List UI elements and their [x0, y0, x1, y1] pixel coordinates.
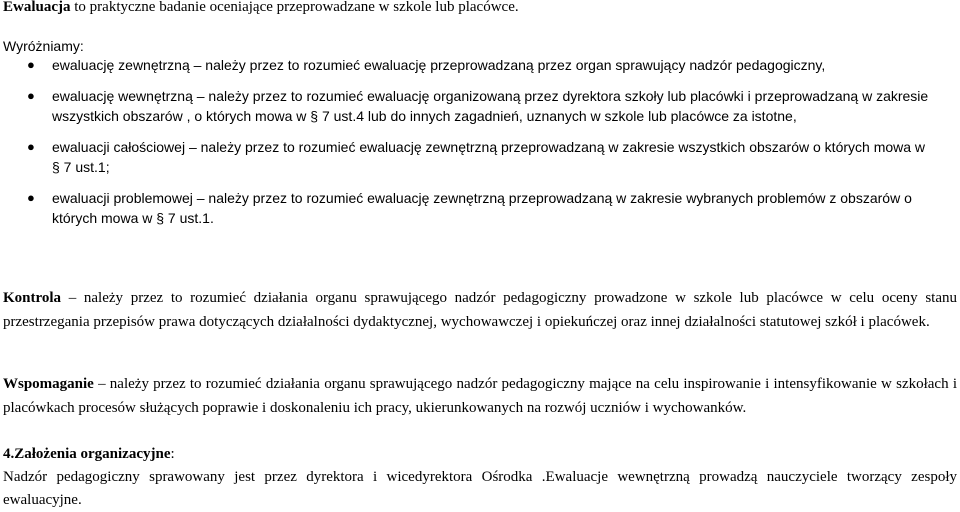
list-item-text: ewaluacji problemowej – należy przez to rozumieć ewaluację zewnętrzną przeprowadzaną w zakresie wybranych problemów z obszarów o których mowa w § 7 ust.1. [52, 190, 912, 226]
evaluation-types-list [3, 55, 933, 228]
section-colon: : [170, 446, 175, 462]
list-item [3, 55, 933, 75]
bullet-icon: ● [27, 139, 35, 154]
list-item-text: ewaluacji całościowej – należy przez to rozumieć ewaluację zewnętrzną przeprowadzaną w zakresie wszystkich obszarów o których mowa w § 7 ust.1; [52, 139, 926, 175]
list-item-text: ewaluację zewnętrzną – należy przez to rozumieć ewaluację przeprowadzaną przez organ sprawujący nadzór pedagogiczny, [52, 57, 826, 73]
wspomaganie-paragraph [3, 372, 957, 420]
bullet-icon: ● [27, 57, 35, 72]
list-item [3, 137, 933, 177]
bullet-icon: ● [27, 190, 35, 205]
section-paragraph [3, 443, 957, 512]
distinguish-label: Wyróżniamy: [3, 38, 84, 54]
kontrola-term: Kontrola [3, 290, 62, 306]
intro-term: Ewaluacja [3, 0, 71, 15]
list-item-text: ewaluację wewnętrzną – należy przez to rozumieć ewaluację organizowaną przez dyrektora szkoły lub placówki i przeprowadzaną w zakresie wszystkich obszarów , o których mowa w § 7 ust.4 lub do innych zagadnień, uznanych w szkole lub placówce za istotne, [52, 88, 929, 124]
bullet-icon: ● [27, 88, 35, 103]
intro-text: to praktyczne badanie oceniające przeprowadzane w szkole lub placówce. [70, 0, 519, 15]
kontrola-paragraph [3, 286, 957, 334]
section-text: Nadzór pedagogiczny sprawowany jest przez dyrektora i wicedyrektora Ośrodka .Ewaluacje wewnętrzną prowadzą nauczyciele tworzący zespoły ewaluacyjne. [3, 469, 957, 508]
intro-paragraph [3, 0, 519, 17]
kontrola-text: – należy przez to rozumieć działania organu sprawującego nadzór pedagogiczny prowadzone w szkole lub placówce w celu oceny stanu przestrzegania przepisów prawa dotyczących działalności dydaktycznej, wychowawczej i opiekuńczej oraz innej działalności statutowej szkół i placówek. [3, 290, 957, 330]
list-item [3, 188, 933, 228]
list-item [3, 86, 933, 126]
section-heading: 4.Założenia organizacyjne [3, 446, 171, 462]
wspomaganie-text: – należy przez to rozumieć działania organu sprawującego nadzór pedagogiczny mające na celu inspirowanie i intensyfikowanie w szkołach i placówkach procesów służących poprawie i doskonaleniu ich pracy, ukierunkowanych na rozwój uczniów i wychowanków. [3, 376, 957, 416]
wspomaganie-term: Wspomaganie [3, 376, 94, 392]
